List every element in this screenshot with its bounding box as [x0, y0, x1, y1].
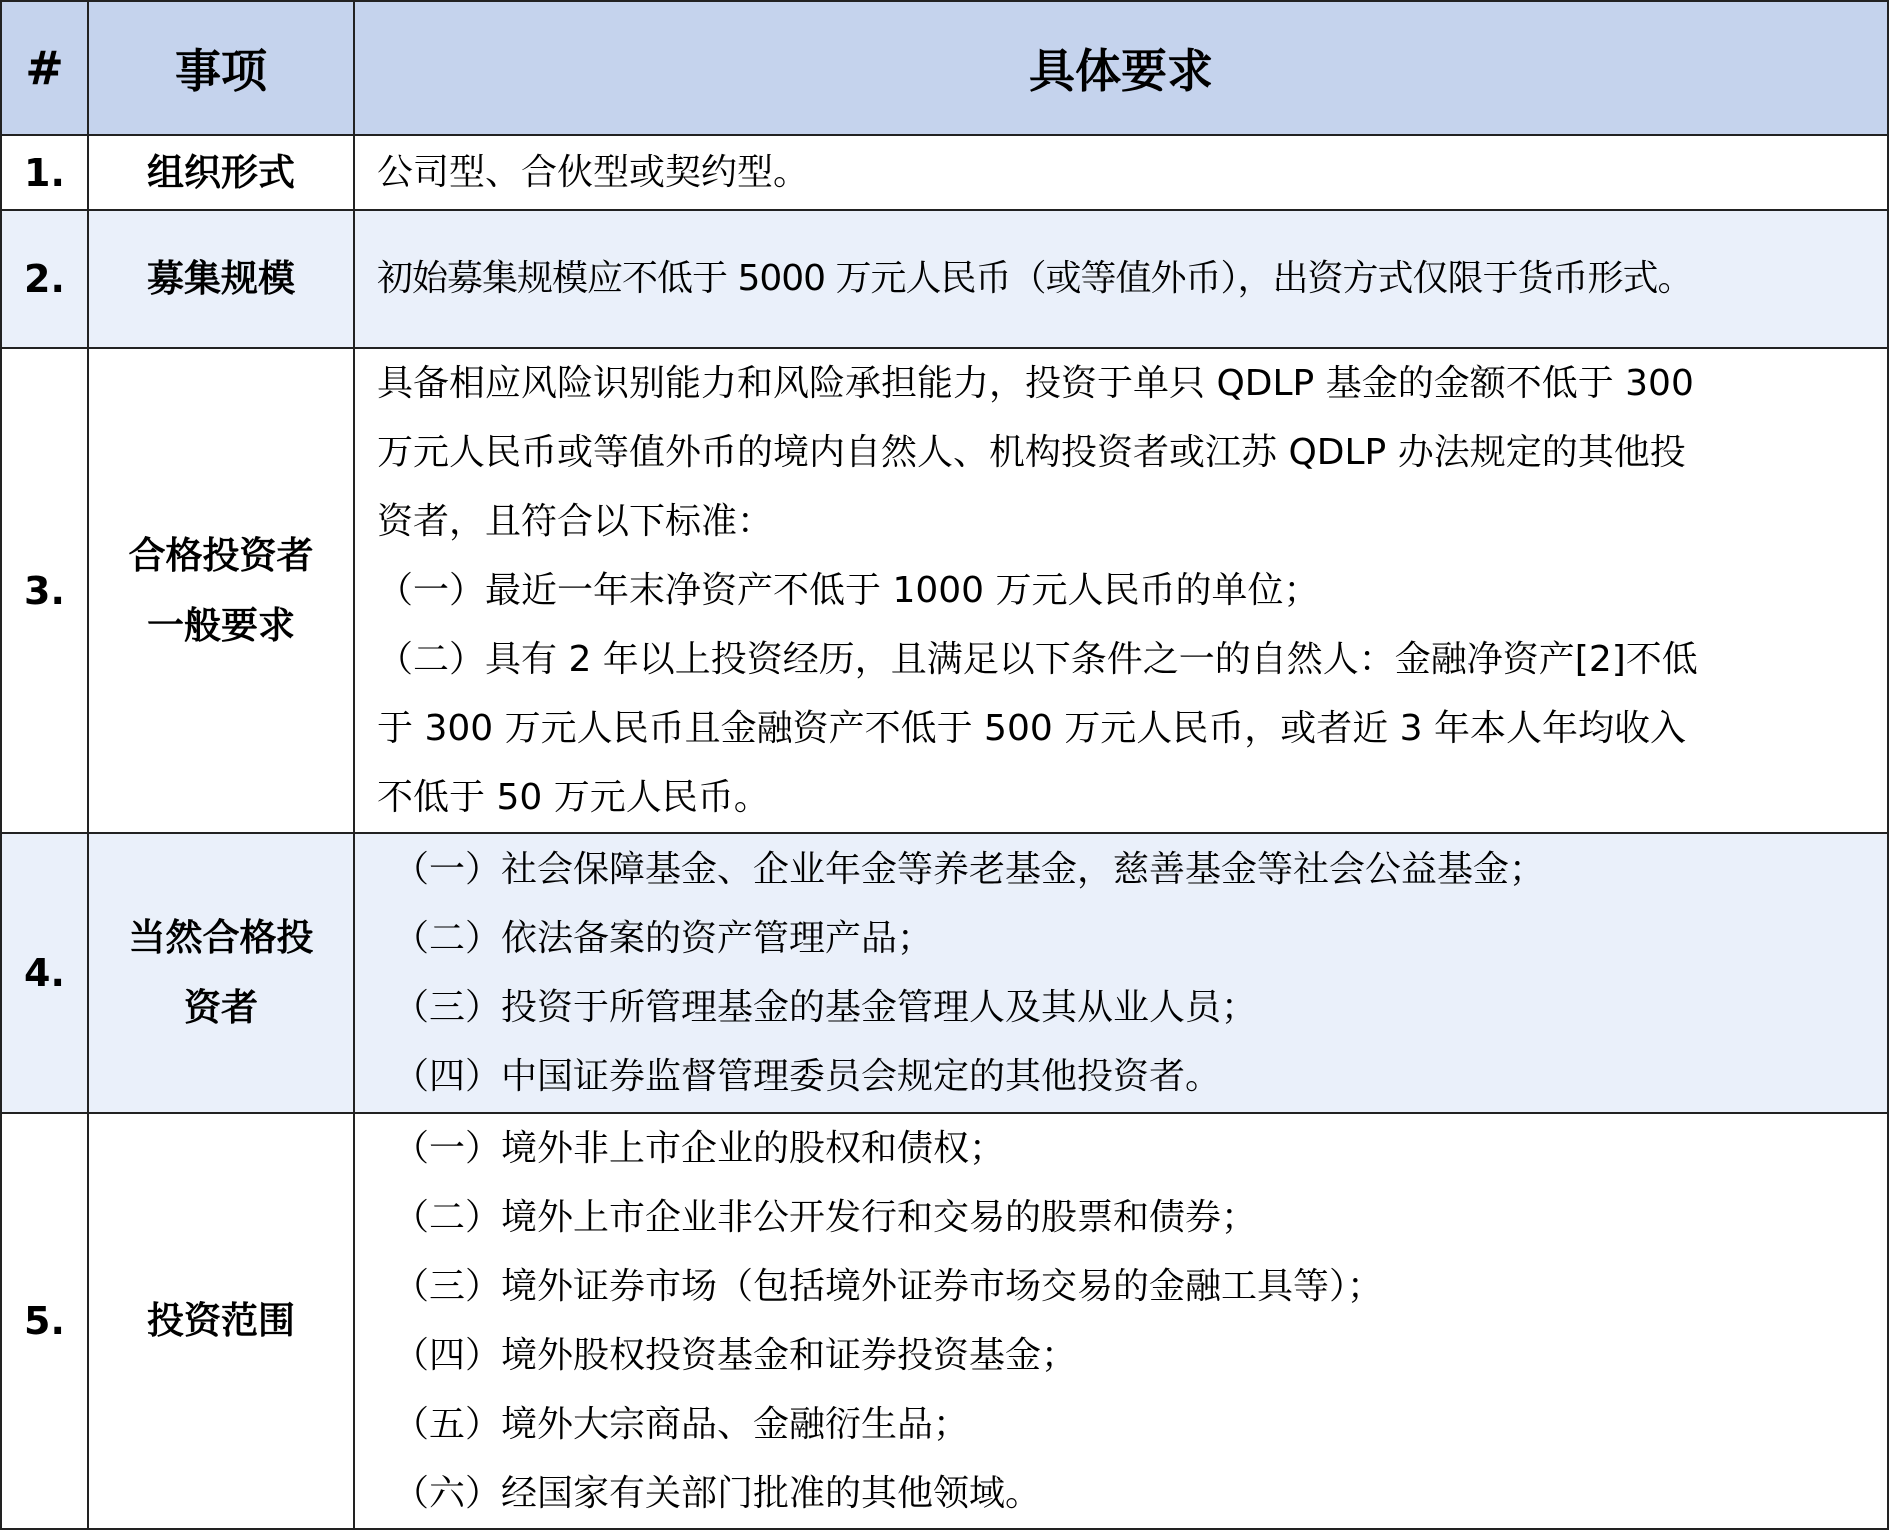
requirement-line: 初始募集规模应不低于 5000 万元人民币（或等值外币），出资方式仅限于货币形式。	[377, 258, 1693, 299]
header-num: #	[1, 1, 88, 135]
row-item	[88, 210, 354, 348]
row-item-line: 募集规模	[147, 257, 295, 300]
row-item	[88, 135, 354, 210]
row-item	[88, 1113, 354, 1529]
row-item	[88, 348, 354, 833]
row-number: 5.	[1, 1113, 88, 1529]
table-row	[1, 833, 1888, 1113]
requirement-line: （三）境外证券市场（包括境外证券市场交易的金融工具等）；	[393, 1266, 1384, 1307]
requirement-line: 资者，且符合以下标准：	[377, 501, 774, 542]
row-number: 3.	[1, 348, 88, 833]
row-requirement	[354, 210, 1888, 348]
row-item-line: 资者	[184, 986, 258, 1029]
row-item-line: 组织形式	[147, 150, 295, 194]
requirement-line: （四）中国证券监督管理委员会规定的其他投资者。	[393, 1056, 1222, 1097]
header-row	[1, 1, 1888, 135]
requirement-line: （六）经国家有关部门批准的其他领域。	[393, 1473, 1042, 1514]
row-item-line: 当然合格投	[128, 916, 314, 959]
requirement-line: （五）境外大宗商品、金融衍生品；	[393, 1404, 970, 1445]
row-requirement	[354, 348, 1888, 833]
row-requirement	[354, 135, 1888, 210]
row-item-line: 一般要求	[147, 603, 295, 647]
requirement-line: （三）投资于所管理基金的基金管理人及其从业人员；	[393, 987, 1258, 1028]
row-number: 1.	[1, 135, 88, 210]
row-number: 2.	[1, 210, 88, 348]
requirement-line: （一）境外非上市企业的股权和债权；	[393, 1128, 1006, 1169]
table-row	[1, 348, 1888, 833]
requirement-line: 不低于 50 万元人民币。	[377, 777, 770, 818]
requirement-line: （四）境外股权投资基金和证券投资基金；	[393, 1335, 1078, 1376]
requirement-line: （二）依法备案的资产管理产品；	[393, 918, 934, 959]
requirement-line: （一）最近一年末净资产不低于 1000 万元人民币的单位；	[377, 570, 1320, 611]
header-item: 事项	[88, 1, 354, 135]
requirement-line: 于 300 万元人民币且金融资产不低于 500 万元人民币，或者近 3 年本人年均收入	[377, 708, 1686, 749]
table-row	[1, 1113, 1888, 1529]
requirement-line: （二）境外上市企业非公开发行和交易的股票和债券；	[393, 1197, 1258, 1238]
row-item-line: 投资范围	[147, 1299, 295, 1342]
requirement-line: （一）社会保障基金、企业年金等养老基金，慈善基金等社会公益基金；	[393, 849, 1546, 890]
row-item	[88, 833, 354, 1113]
table-row	[1, 135, 1888, 210]
requirement-line: 具备相应风险识别能力和风险承担能力，投资于单只 QDLP 基金的金额不低于 300	[377, 363, 1694, 404]
row-item-line: 合格投资者	[128, 533, 314, 577]
table-row	[1, 210, 1888, 348]
requirement-line: 万元人民币或等值外币的境内自然人、机构投资者或江苏 QDLP 办法规定的其他投	[377, 432, 1686, 473]
row-requirement	[354, 1113, 1888, 1529]
requirement-line: （二）具有 2 年以上投资经历，且满足以下条件之一的自然人：金融净资产[2]不低	[377, 639, 1698, 680]
header-requirement: 具体要求	[354, 1, 1888, 135]
row-number: 4.	[1, 833, 88, 1113]
row-requirement	[354, 833, 1888, 1113]
requirement-line: 公司型、合伙型或契约型。	[377, 151, 810, 193]
